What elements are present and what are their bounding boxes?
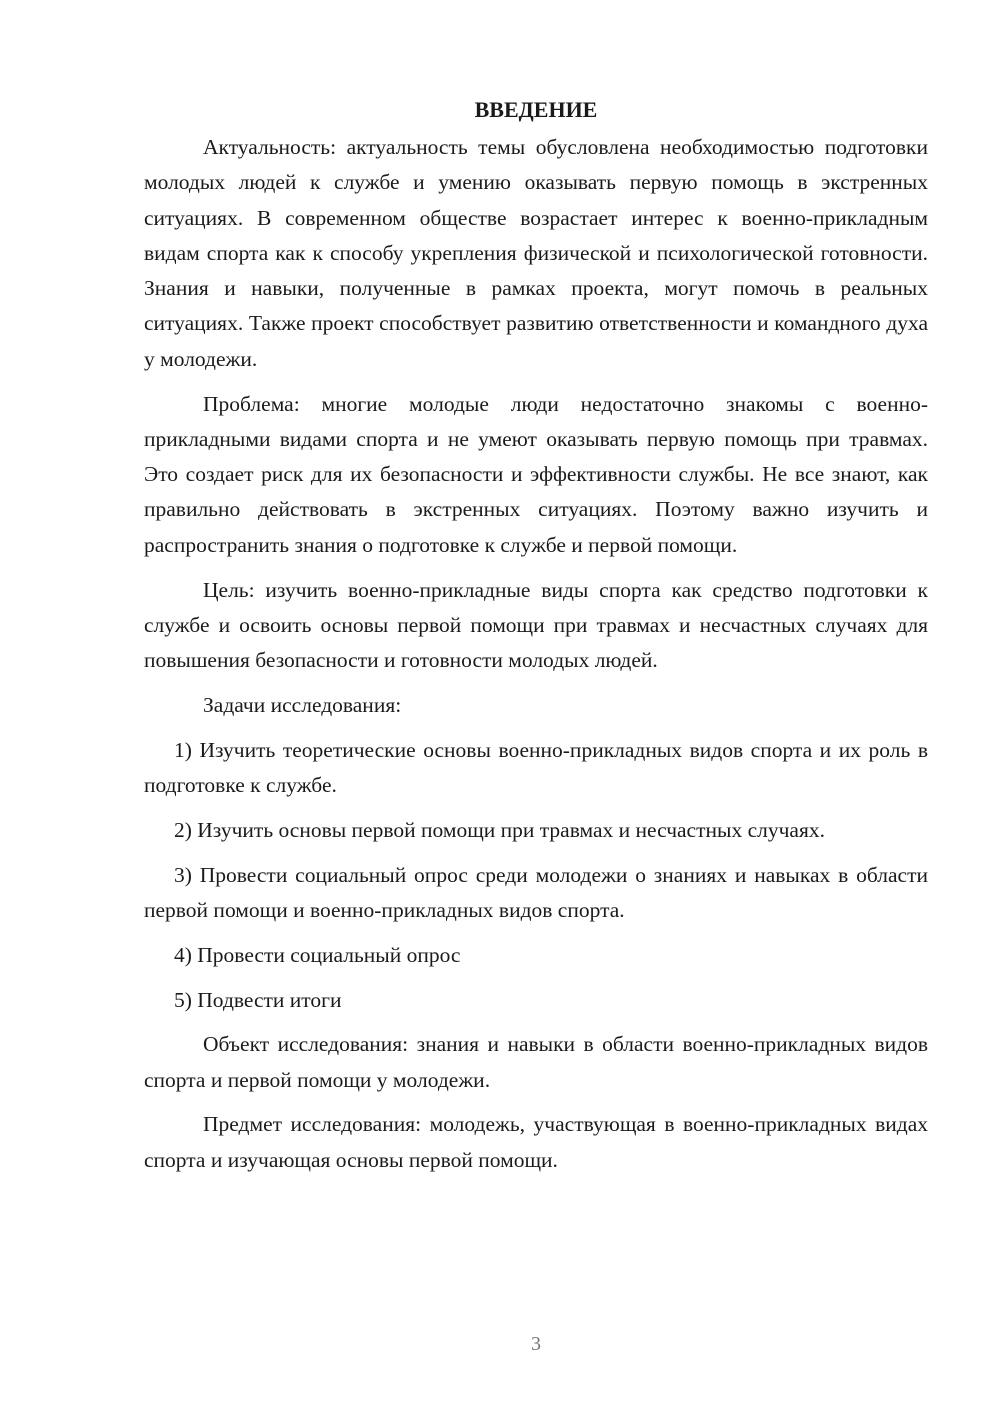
task-item: 5) Подвести итоги bbox=[174, 987, 342, 1012]
document-page bbox=[144, 92, 928, 1188]
page-number: 3 bbox=[531, 1333, 541, 1355]
task-item: 2) Изучить основы первой помощи при травмах и несчастных случаях. bbox=[174, 817, 825, 842]
tasks-list bbox=[144, 733, 928, 1018]
task-item: 4) Провести социальный опрос bbox=[174, 942, 461, 967]
tasks-heading: Задачи исследования: bbox=[203, 692, 402, 717]
paragraph-subject: Предмет исследования: молодежь, участвующая в военно-прикладных видах спорта и изучающая основы первой помощи. bbox=[144, 1112, 928, 1172]
paragraph-goal: Цель: изучить военно-прикладные виды спорта как средство подготовки к службе и освоить основы первой помощи при травмах и несчастных случаях для повышения безопасности и готовности молодых людей. bbox=[144, 577, 928, 673]
task-item: 3) Провести социальный опрос среди молодежи о знаниях и навыках в области первой помощи и военно-прикладных видов спорта. bbox=[144, 862, 928, 922]
task-item: 1) Изучить теоретические основы военно-прикладных видов спорта и их роль в подготовке к службе. bbox=[144, 737, 928, 798]
paragraph-problem: Проблема: многие молодые люди недостаточно знакомы с военно-прикладными видами спорта и не умеют оказывать первую помощь при травмах. Это создает риск для их безопасности и эффективности службы. Не все знают, как правильно действовать в экстренных ситуациях. Поэтому важно изучить и распространить знания о подготовке к службе и первой помощи. bbox=[144, 391, 928, 557]
paragraph-object: Объект исследования: знания и навыки в области военно-прикладных видов спорта и первой помощи у молодежи. bbox=[144, 1032, 928, 1092]
page-title: ВВЕДЕНИЕ bbox=[474, 97, 598, 122]
paragraph-relevance: Актуальность: актуальность темы обусловлена необходимостью подготовки молодых людей к службе и умению оказывать первую помощь в экстренных ситуациях. В современном обществе возрастает интерес к военно-прикладным видам спорта как к способу укрепления физической и психологической готовности. Знания и навыки, полученные в рамках проекта, могут помочь в реальных ситуациях. Также проект способствует развитию ответственности и командного духа у молодежи. bbox=[144, 135, 928, 371]
